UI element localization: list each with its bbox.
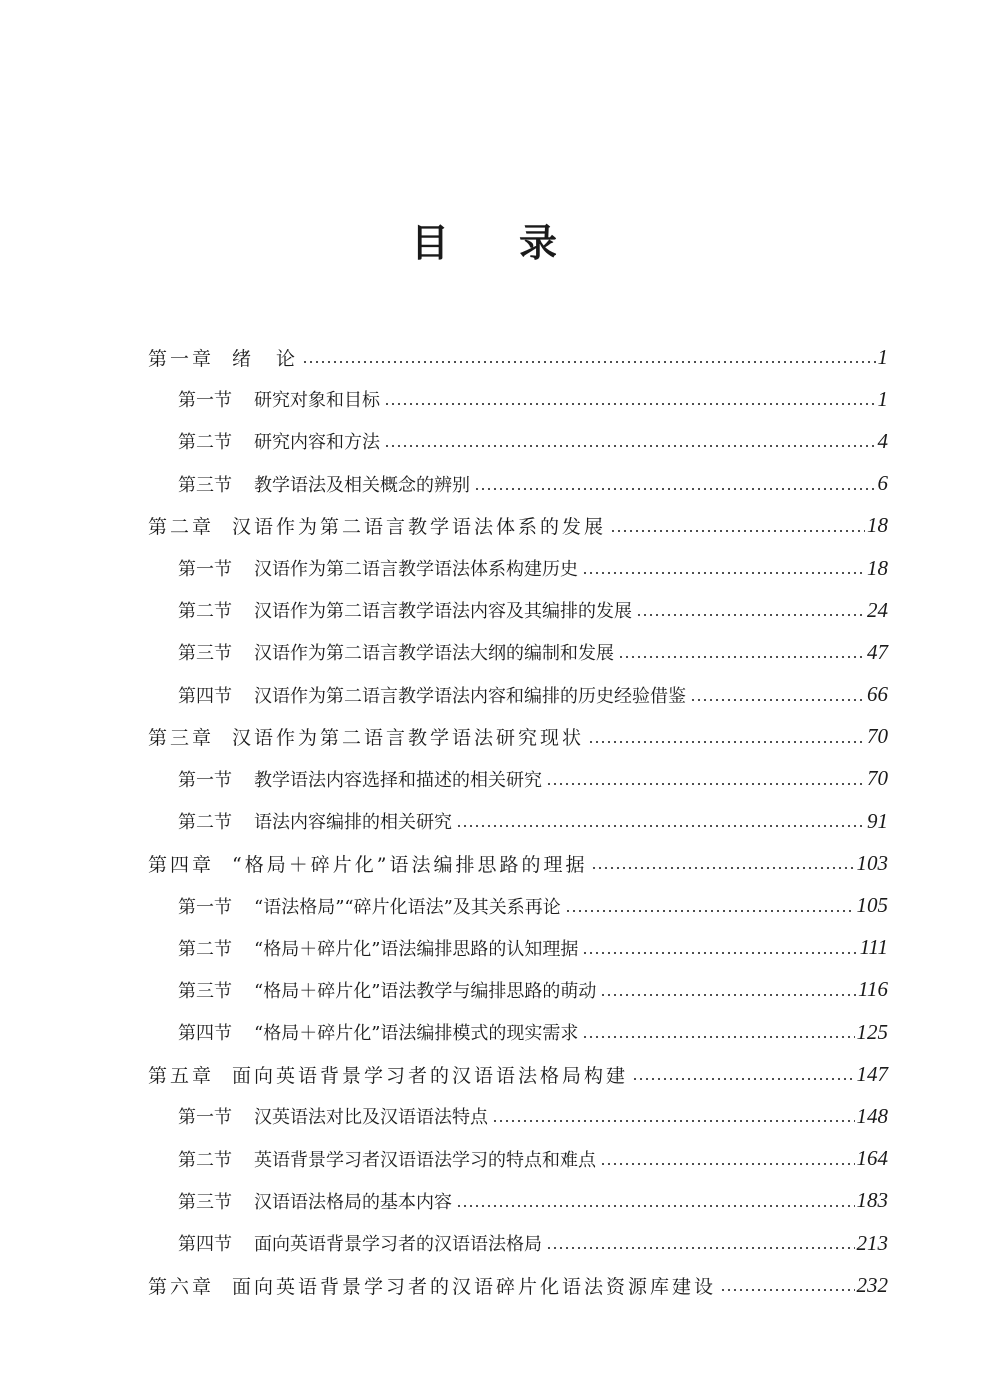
entry-number: 第一节 xyxy=(178,769,232,791)
entry-title: 研究对象和目标 xyxy=(254,390,380,412)
toc-chapter-entry[interactable] xyxy=(148,505,888,547)
toc-section-entry[interactable] xyxy=(148,927,888,969)
page-number: 70 xyxy=(867,724,888,749)
toc-section-entry[interactable] xyxy=(148,1180,888,1222)
toc-chapter-entry[interactable] xyxy=(148,1053,888,1095)
entry-title: 面向英语背景学习者的汉语碎片化语法资源库建设 xyxy=(232,1275,717,1298)
page-number: 103 xyxy=(856,850,888,875)
entry-title: 汉语作为第二语言教学语法研究现状 xyxy=(232,727,585,750)
entry-number: 第一节 xyxy=(178,559,232,581)
entry-number: 第三节 xyxy=(178,474,232,496)
dot-leader xyxy=(600,994,856,996)
dot-leader xyxy=(546,783,865,785)
entry-title: 面向英语背景学习者的汉语语法格局构建 xyxy=(232,1064,629,1087)
dot-leader xyxy=(636,614,865,616)
entry-title: 汉语作为第二语言教学语法大纲的编制和发展 xyxy=(254,643,614,665)
entry-title: 汉语作为第二语言教学语法内容和编排的历史经验借鉴 xyxy=(254,685,686,707)
dot-leader xyxy=(618,656,865,658)
entry-number: 第二章 xyxy=(148,516,215,539)
entry-number: 第二节 xyxy=(178,601,232,623)
toc-section-entry[interactable] xyxy=(148,1095,888,1137)
page-number: 213 xyxy=(856,1230,888,1255)
entry-number: 第四节 xyxy=(178,1023,232,1045)
page-number: 1 xyxy=(877,386,888,411)
dot-leader xyxy=(720,1289,854,1291)
entry-title: 面向英语背景学习者的汉语语法格局 xyxy=(254,1234,542,1256)
entry-title: “格局＋碎片化”语法编排思路的认知理据 xyxy=(254,938,579,960)
dot-leader xyxy=(582,572,865,574)
page-number: 125 xyxy=(856,1019,888,1044)
page-number: 164 xyxy=(856,1146,888,1171)
entry-number: 第二节 xyxy=(178,938,232,960)
dot-leader xyxy=(610,530,865,532)
entry-title: 汉英语法对比及汉语语法特点 xyxy=(254,1107,488,1129)
toc-section-entry[interactable] xyxy=(148,547,888,589)
toc-section-entry[interactable] xyxy=(148,631,888,673)
entry-number: 第一节 xyxy=(178,1107,232,1129)
toc-section-entry[interactable] xyxy=(148,1222,888,1264)
page-title: 目录 xyxy=(410,220,627,265)
toc-section-entry[interactable] xyxy=(148,884,888,926)
dot-leader xyxy=(582,1036,854,1038)
entry-title: 教学语法及相关概念的辨别 xyxy=(254,474,470,496)
page-number: 47 xyxy=(867,639,888,664)
toc-section-entry[interactable] xyxy=(148,589,888,631)
page-number: 147 xyxy=(856,1061,888,1086)
dot-leader xyxy=(384,403,876,405)
entry-number: 第四节 xyxy=(178,1234,232,1256)
page-number: 183 xyxy=(856,1188,888,1213)
dot-leader xyxy=(384,445,876,447)
toc-chapter-entry[interactable] xyxy=(148,336,888,378)
entry-number: 第一章 xyxy=(148,347,215,370)
page-number: 18 xyxy=(867,513,888,538)
entry-title: “格局＋碎片化”语法编排思路的理据 xyxy=(232,853,588,876)
toc-section-entry[interactable] xyxy=(148,1138,888,1180)
page-number: 24 xyxy=(867,597,888,622)
entry-title: “语法格局”“碎片化语法”及其关系再论 xyxy=(254,896,561,918)
page-number: 6 xyxy=(877,471,888,496)
entry-title: 英语背景学习者汉语语法学习的特点和难点 xyxy=(254,1149,596,1171)
entry-title: 汉语作为第二语言教学语法体系的发展 xyxy=(232,516,607,539)
toc-section-entry[interactable] xyxy=(148,1011,888,1053)
page-number: 18 xyxy=(867,555,888,580)
entry-title: 绪 论 xyxy=(232,347,299,370)
dot-leader xyxy=(546,1247,855,1249)
page-number: 4 xyxy=(877,428,888,453)
dot-leader xyxy=(302,361,875,363)
entry-title: 汉语语法格局的基本内容 xyxy=(254,1191,452,1213)
dot-leader xyxy=(474,488,876,490)
entry-number: 第三节 xyxy=(178,1191,232,1213)
dot-leader xyxy=(632,1078,854,1080)
dot-leader xyxy=(591,867,854,869)
toc-section-entry[interactable] xyxy=(148,800,888,842)
page-number: 91 xyxy=(867,808,888,833)
toc-section-entry[interactable] xyxy=(148,378,888,420)
page-number: 70 xyxy=(867,766,888,791)
page-number: 66 xyxy=(867,682,888,707)
table-of-contents xyxy=(148,336,888,1306)
toc-section-entry[interactable] xyxy=(148,969,888,1011)
entry-number: 第三节 xyxy=(178,980,232,1002)
entry-number: 第二节 xyxy=(178,432,232,454)
entry-number: 第二节 xyxy=(178,1149,232,1171)
dot-leader xyxy=(690,699,865,701)
toc-chapter-entry[interactable] xyxy=(148,716,888,758)
entry-title: “格局＋碎片化”语法编排模式的现实需求 xyxy=(254,1023,579,1045)
entry-title: 研究内容和方法 xyxy=(254,432,380,454)
page-number: 232 xyxy=(856,1272,888,1297)
toc-chapter-entry[interactable] xyxy=(148,842,888,884)
entry-number: 第四章 xyxy=(148,853,215,876)
toc-chapter-entry[interactable] xyxy=(148,1264,888,1306)
entry-title: 教学语法内容选择和描述的相关研究 xyxy=(254,769,542,791)
dot-leader xyxy=(456,825,865,827)
entry-title: 语法内容编排的相关研究 xyxy=(254,812,452,834)
entry-number: 第六章 xyxy=(148,1275,215,1298)
page-number: 148 xyxy=(856,1103,888,1128)
entry-title: “格局＋碎片化”语法教学与编排思路的萌动 xyxy=(254,980,597,1002)
toc-section-entry[interactable] xyxy=(148,463,888,505)
page-number: 105 xyxy=(856,893,888,918)
entry-title: 汉语作为第二语言教学语法内容及其编排的发展 xyxy=(254,601,632,623)
toc-section-entry[interactable] xyxy=(148,420,888,462)
entry-number: 第三节 xyxy=(178,643,232,665)
entry-title: 汉语作为第二语言教学语法体系构建历史 xyxy=(254,559,578,581)
dot-leader xyxy=(600,1163,855,1165)
entry-number: 第四节 xyxy=(178,685,232,707)
dot-leader xyxy=(492,1120,855,1122)
entry-number: 第三章 xyxy=(148,727,215,750)
dot-leader xyxy=(582,952,857,954)
page-number: 1 xyxy=(877,344,888,369)
entry-number: 第二节 xyxy=(178,812,232,834)
entry-number: 第一节 xyxy=(178,390,232,412)
toc-section-entry[interactable] xyxy=(148,758,888,800)
toc-section-entry[interactable] xyxy=(148,674,888,716)
dot-leader xyxy=(565,910,855,912)
entry-number: 第一节 xyxy=(178,896,232,918)
page-number: 111 xyxy=(859,935,888,960)
dot-leader xyxy=(456,1205,855,1207)
entry-number: 第五章 xyxy=(148,1064,215,1087)
dot-leader xyxy=(588,741,865,743)
page-number: 116 xyxy=(858,977,888,1002)
